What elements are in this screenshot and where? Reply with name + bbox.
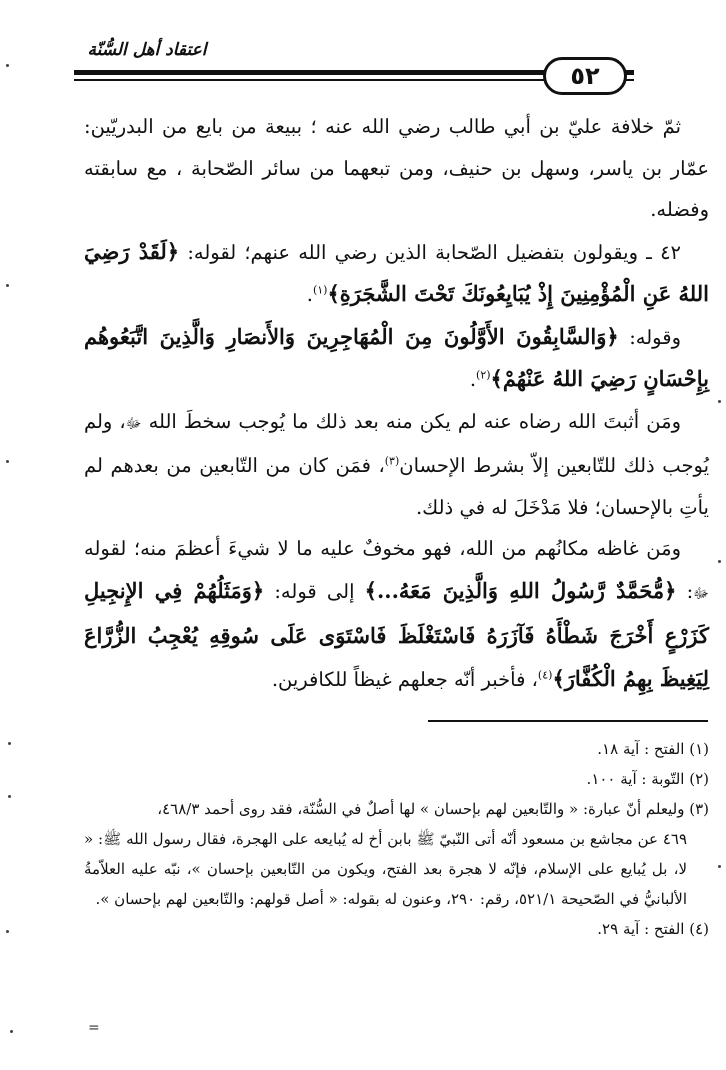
footnote-3-continuation: ٤٦٩ عن مجاشع بن مسعود أنّه أتى النّبيّ ﷺ بابن أخ له يُبايعه على الهجرة، فقال رسول الله ﷺ: « لا، بل يُبايع على الإسلام، فإنّه لا هجرة بعد الفتح، ويكون من التّابعين بإحسان »، نبّه عليه العلاّمةُ الألبانيُّ في الصّحيحة ٥٢١/١، رقم: ٢٩٠، وعنون له بقوله: « أصل قولهم: والتّابعين لهم بإحسان ».	[84, 830, 687, 908]
footnote-3-first-line: (٣) وليعلم أنّ عبارة: « والتّابعين لهم بإحسان » لها أصلٌ في السُّنّة، فقد روى أحمد ٤٦٨/٣،	[157, 800, 709, 818]
paragraph-ihsan	[84, 401, 709, 529]
verse-1-end: .	[306, 283, 313, 306]
footnote-ref-2: (٢)	[476, 368, 491, 382]
page-number: ٥٢	[543, 57, 627, 95]
footnote-separator	[428, 720, 708, 722]
margin-mark: =	[88, 1020, 100, 1036]
paragraph-caliphate: ثمّ خلافة عليّ بن أبي طالب رضي الله عنه ؛ ببيعة من بايع من البدريّين: عمّار بن ياسر، وسهل بن حنيف، ومن تبعهما من سائر الصّحابة ، مع سابقته وفضله.	[84, 115, 709, 221]
main-text	[84, 106, 709, 700]
ihsan-text-b: ، ولم يُوجب ذلك للتّابعين إلاّ بشرط الإحسان	[84, 409, 709, 477]
honorific-symbol: ﷻ	[693, 585, 709, 602]
ghaiz-text-d: ، فأخبر أنّه جعلهم غيظاً للكافرين.	[271, 667, 538, 691]
footnote-1: (١) الفتح : آية ١٨.	[597, 740, 709, 758]
scan-speck	[8, 795, 11, 798]
scan-speck	[6, 460, 9, 463]
verse-2-end: .	[469, 368, 477, 391]
quran-verse-2: ﴿وَالسَّابِقُونَ الأَوَّلُونَ مِنَ الْمُهَاجِرِينَ وَالأَنصَارِ وَالَّذِينَ اتَّبَعُوهُم بِإِحْسَانٍ رَضِيَ اللهُ عَنْهُمْ﴾	[84, 323, 709, 391]
paragraph-verse-2	[84, 316, 709, 401]
scan-speck	[6, 64, 9, 67]
ghaiz-text-b: :	[676, 579, 694, 603]
scan-speck	[10, 1030, 13, 1033]
paragraph-42-intro: ٤٢ ـ ويقولون بتفضيل الصّحابة الذين رضي الله عنهم؛ لقوله:	[187, 240, 682, 264]
scan-speck	[6, 930, 9, 933]
verse-2-intro: وقوله:	[618, 325, 681, 349]
paragraph-42	[84, 231, 709, 316]
running-header-title: اعتقاد أهل السُّنّة	[87, 40, 207, 60]
ghaiz-text-c: إلى قوله:	[264, 579, 365, 603]
scan-speck	[8, 742, 11, 745]
quran-verse-3: ﴿مُّحَمَّدٌ رَّسُولُ اللهِ وَالَّذِينَ مَعَهُ...﴾	[364, 577, 677, 603]
scan-speck	[718, 560, 721, 563]
footnote-4: (٤) الفتح : آية ٢٩.	[597, 920, 709, 938]
footnote-2: (٢) التّوبة : آية ١٠٠.	[586, 770, 709, 788]
quran-verse-1: ﴿لَقَدْ رَضِيَ اللهُ عَنِ الْمُؤْمِنِينَ إِذْ يُبَايِعُونَكَ تَحْتَ الشَّجَرَةِ﴾	[84, 238, 709, 306]
scan-speck	[718, 865, 721, 868]
footnote-ref-3: (٣)	[384, 454, 400, 468]
footnote-ref-4: (٤)	[537, 668, 553, 681]
quran-verse-4: ﴿وَمَثَلُهُمْ فِي الإِنجِيلِ كَزَرْعٍ أَخْرَجَ شَطْأَهُ فَآزَرَهُ فَاسْتَغْلَظَ فَاسْتَوَى عَلَى سُوقِهِ يُعْجِبُ الزُّرَّاعَ لِيَغِيظَ بِهِمُ الْكُفَّارَ﴾	[84, 577, 709, 691]
footnote-ref-1: (١)	[312, 283, 328, 297]
scan-speck	[718, 400, 721, 403]
footnotes	[84, 734, 709, 944]
ihsan-text-c: ، فمَن كان من التّابعين من بعدهم لم يأتِ بالإحسان؛ فلا مَدْخَلَ له في ذلك.	[84, 454, 709, 519]
scan-speck	[6, 284, 9, 287]
paragraph-ghaiz	[84, 528, 709, 700]
ihsan-text-a: ومَن أثبتَ الله رضاه عنه لم يكن منه بعد ذلك ما يُوجب سخطَ الله	[148, 409, 681, 433]
ghaiz-text-a: ومَن غاظه مكانُهم من الله، فهو مخوفٌ عليه ما لا شيءَ أعظمَ منه؛ لقوله	[84, 537, 681, 560]
honorific-symbol: ﷻ	[125, 415, 142, 432]
